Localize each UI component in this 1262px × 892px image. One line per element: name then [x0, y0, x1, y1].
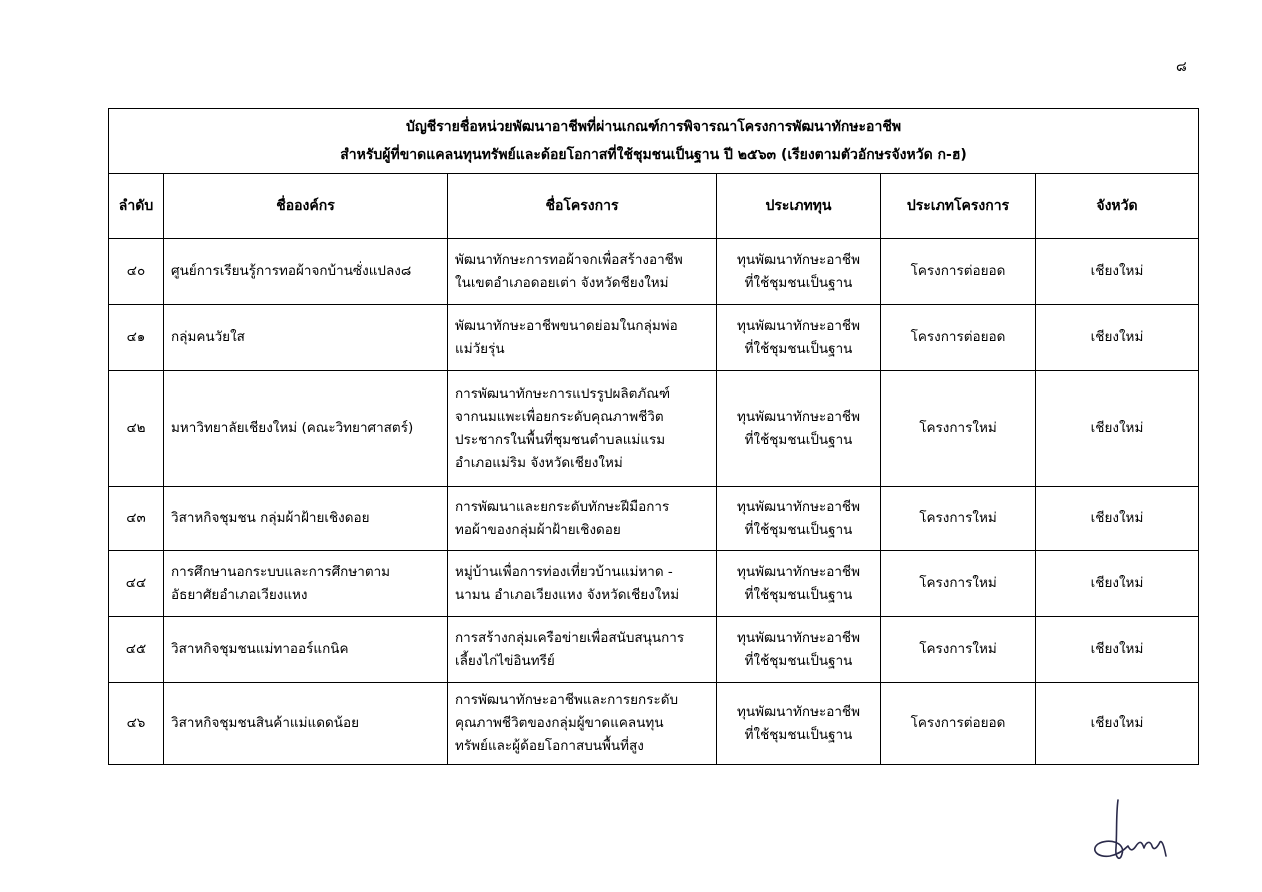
- project-type: โครงการใหม่: [881, 371, 1036, 487]
- header-org: ชื่อองค์กร: [164, 174, 448, 239]
- project-name: การพัฒนาทักษะการแปรรูปผลิตภัณฑ์ จากนมแพะเพื่อยกระดับคุณภาพชีวิต ประชากรในพื้นที่ชุมชนตำบลแม่แรม อำเภอแม่ริม จังหวัดเชียงใหม่: [448, 371, 717, 487]
- org-name: การศึกษานอกระบบและการศึกษาตาม อัธยาศัยอำเภอเวียงแหง: [164, 551, 448, 617]
- header-project-type: ประเภทโครงการ: [881, 174, 1036, 239]
- province: เชียงใหม่: [1036, 239, 1199, 305]
- project-name: การสร้างกลุ่มเครือข่ายเพื่อสนับสนุนการ เลี้ยงไก่ไข่อินทรีย์: [448, 617, 717, 683]
- province: เชียงใหม่: [1036, 305, 1199, 371]
- header-province: จังหวัด: [1036, 174, 1199, 239]
- header-project: ชื่อโครงการ: [448, 174, 717, 239]
- title-line-1: บัญชีรายชื่อหน่วยพัฒนาอาชีพที่ผ่านเกณฑ์การพิจารณาโครงการพัฒนาทักษะอาชีพ: [405, 119, 902, 135]
- row-number: ๔๔: [109, 551, 164, 617]
- org-name: วิสาหกิจชุมชนแม่ทาออร์แกนิค: [164, 617, 448, 683]
- project-name: พัฒนาทักษะการทอผ้าจกเพื่อสร้างอาชีพ ในเขตอำเภอดอยเต่า จังหวัดชียงใหม่: [448, 239, 717, 305]
- page-number: ๘: [1176, 59, 1187, 75]
- fund-type: ทุนพัฒนาทักษะอาชีพ ที่ใช้ชุมชนเป็นฐาน: [717, 305, 881, 371]
- table-row: [109, 487, 1199, 551]
- org-name: วิสาหกิจชุมชนสินค้าแม่แดดน้อย: [164, 683, 448, 765]
- row-number: ๔๑: [109, 305, 164, 371]
- org-name: กลุ่มคนวัยใส: [164, 305, 448, 371]
- table-header-row: [109, 174, 1199, 239]
- org-name: ศูนย์การเรียนรู้การทอผ้าจกบ้านซั่งแปลง๘: [164, 239, 448, 305]
- row-number: ๔๕: [109, 617, 164, 683]
- province: เชียงใหม่: [1036, 617, 1199, 683]
- project-name: พัฒนาทักษะอาชีพขนาดย่อมในกลุ่มพ่อ แม่วัยรุ่น: [448, 305, 717, 371]
- table-row: [109, 551, 1199, 617]
- project-name: การพัฒนาและยกระดับทักษะฝีมือการ ทอผ้าของกลุ่มผ้าฝ้ายเชิงดอย: [448, 487, 717, 551]
- project-name: หมู่บ้านเพื่อการท่องเที่ยวบ้านแม่หาด - นามน อำเภอเวียงแหง จังหวัดเชียงใหม่: [448, 551, 717, 617]
- org-name: วิสาหกิจชุมชน กลุ่มผ้าฝ้ายเชิงดอย: [164, 487, 448, 551]
- row-number: ๔๒: [109, 371, 164, 487]
- project-list-table: [108, 108, 1199, 765]
- row-number: ๔๖: [109, 683, 164, 765]
- province: เชียงใหม่: [1036, 683, 1199, 765]
- title-line-2: สำหรับผู้ที่ขาดแคลนทุนทรัพย์และด้อยโอกาสที่ใช้ชุมชนเป็นฐาน ปี ๒๕๖๓ (เรียงตามตัวอักษรจังหวัด ก-ฮ): [340, 147, 967, 163]
- province: เชียงใหม่: [1036, 551, 1199, 617]
- fund-type: ทุนพัฒนาทักษะอาชีพ ที่ใช้ชุมชนเป็นฐาน: [717, 617, 881, 683]
- fund-type: ทุนพัฒนาทักษะอาชีพ ที่ใช้ชุมชนเป็นฐาน: [717, 239, 881, 305]
- fund-type: ทุนพัฒนาทักษะอาชีพ ที่ใช้ชุมชนเป็นฐาน: [717, 487, 881, 551]
- project-type: โครงการต่อยอด: [881, 305, 1036, 371]
- table-row: [109, 239, 1199, 305]
- row-number: ๔๐: [109, 239, 164, 305]
- row-number: ๔๓: [109, 487, 164, 551]
- project-type: โครงการใหม่: [881, 487, 1036, 551]
- project-type: โครงการใหม่: [881, 617, 1036, 683]
- signature-icon: [1086, 796, 1176, 866]
- project-type: โครงการต่อยอด: [881, 239, 1036, 305]
- fund-type: ทุนพัฒนาทักษะอาชีพ ที่ใช้ชุมชนเป็นฐาน: [717, 551, 881, 617]
- table-row: [109, 371, 1199, 487]
- table-row: [109, 617, 1199, 683]
- header-no: ลำดับ: [109, 174, 164, 239]
- project-type: โครงการใหม่: [881, 551, 1036, 617]
- header-fund-type: ประเภททุน: [717, 174, 881, 239]
- table-title-row: [109, 109, 1199, 174]
- table-row: [109, 305, 1199, 371]
- province: เชียงใหม่: [1036, 487, 1199, 551]
- fund-type: ทุนพัฒนาทักษะอาชีพ ที่ใช้ชุมชนเป็นฐาน: [717, 683, 881, 765]
- table-title: [109, 109, 1199, 174]
- fund-type: ทุนพัฒนาทักษะอาชีพ ที่ใช้ชุมชนเป็นฐาน: [717, 371, 881, 487]
- project-name: การพัฒนาทักษะอาชีพและการยกระดับ คุณภาพชีวิตของกลุ่มผู้ขาดแคลนทุน ทรัพย์และผู้ด้อยโอกาสบนพื้นที่สูง: [448, 683, 717, 765]
- table-row: [109, 683, 1199, 765]
- project-type: โครงการต่อยอด: [881, 683, 1036, 765]
- province: เชียงใหม่: [1036, 371, 1199, 487]
- org-name: มหาวิทยาลัยเชียงใหม่ (คณะวิทยาศาสตร์): [164, 371, 448, 487]
